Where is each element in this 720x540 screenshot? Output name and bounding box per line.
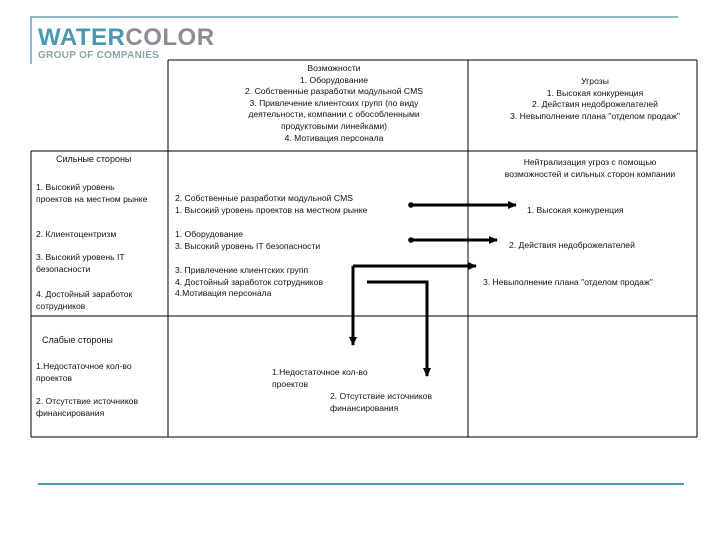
weaknesses-title: Слабые стороны xyxy=(42,335,113,345)
logo-subtitle: GROUP OF COMPANIES xyxy=(38,50,160,61)
wo-item-2: 2. Отсутствие источников финансирования xyxy=(330,391,433,413)
logo-color: COLOR xyxy=(125,24,215,51)
st-item-1: 1. Высокая конкуренция xyxy=(527,205,624,215)
wo-item-1: 1.Недостаточное кол-во проектов xyxy=(272,367,368,389)
strength-item-3: 3. Высокий уровень IT безопасности xyxy=(36,252,125,274)
logo-water: WATER xyxy=(38,24,126,51)
opportunities-header: Возможности 1. Оборудование 2. Собственные разработки модульной CMS 3. Привлечение клиентских групп (по виду деятельности, компании с обособленными продуктовыми линейками) 4. Мотивация персонала xyxy=(245,63,423,143)
strength-item-1: 1. Высокий уровень проектов на местном рынке xyxy=(36,182,148,204)
strength-item-2: 2. Клиентоцентризм xyxy=(36,229,117,239)
weakness-item-1: 1.Недостаточное кол-во проектов xyxy=(36,361,132,383)
threats-header: Угрозы 1. Высокая конкуренция 2. Действия недоброжелателей 3. Невыполнение плана "отделом продаж" xyxy=(510,76,680,121)
weakness-item-2: 2. Отсутствие источников финансирования xyxy=(36,396,139,418)
strengths-title: Сильные стороны xyxy=(56,154,132,164)
st-title: Нейтрализация угроз с помощью возможностей и сильных сторон компании xyxy=(504,157,676,179)
so-group-2: 1. Оборудование 3. Высокий уровень IT безопасности xyxy=(175,229,321,251)
arrow5-line xyxy=(367,282,427,376)
st-item-2: 2. Действия недоброжелателей xyxy=(509,240,635,250)
so-group-1: 2. Собственные разработки модульной CMS 1. Высокий уровень проектов на местном рынке xyxy=(175,193,368,215)
so-group-3: 3. Привлечение клиентских групп 4. Достойный заработок сотрудников 4.Мотивация персонала xyxy=(175,265,324,299)
st-item-3: 3. Невыполнение плана "отделом продаж" xyxy=(483,277,653,287)
strength-item-4: 4. Достойный заработок сотрудников xyxy=(36,289,133,311)
